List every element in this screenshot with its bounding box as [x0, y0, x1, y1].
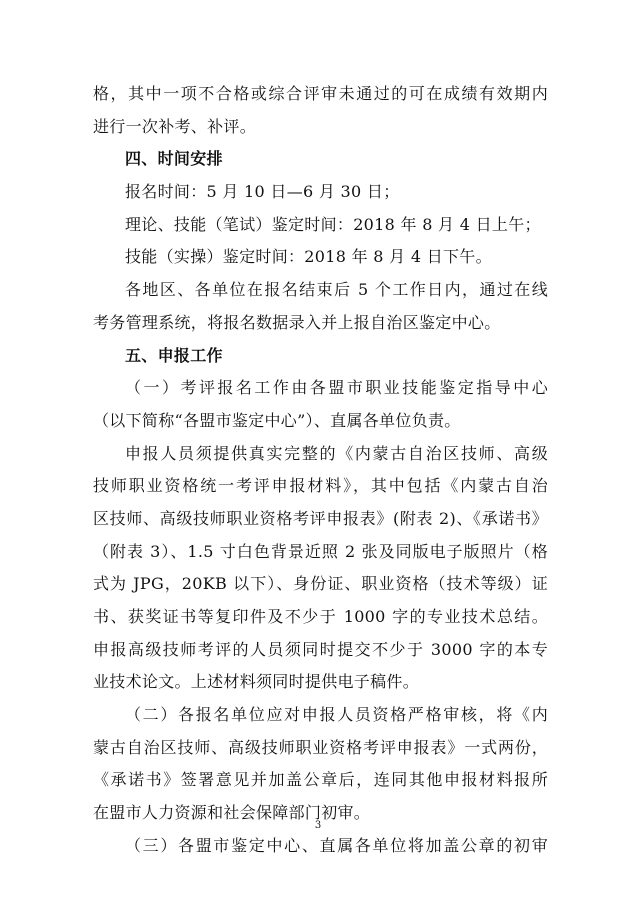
text-line: 技能（实操）鉴定时间：2018 年 8 月 4 日下午。 — [125, 247, 492, 267]
text-line: 技师职业资格统一考评申报材料》，其中包括《内蒙古自治 — [93, 476, 548, 496]
text-line: 书、获奖证书等复印件及不少于 1000 字的专业技术总结。 — [93, 607, 548, 626]
text-line: 业技术论文。上述材料须同时提供电子稿件。 — [93, 672, 420, 692]
text-line: 格，其中一项不合格或综合评审未通过的可在成绩有效期内 — [93, 84, 548, 103]
text-line: 进行一次补考、补评。 — [93, 116, 257, 136]
text-line: 在盟市人力资源和社会保障部门初审。 — [93, 803, 371, 823]
text-line: （二）各报名单位应对申报人员资格严格审核，将《内 — [125, 705, 548, 725]
text-line: （附表 3）、1.5 寸白色背景近照 2 张及同版电子版照片（格 — [93, 541, 548, 561]
text-line: 各地区、各单位在报名结束后 5 个工作日内，通过在线 — [125, 280, 548, 300]
text-line: 报名时间：5 月 10 日—6 月 30 日； — [125, 182, 400, 202]
text-line: （一）考评报名工作由各盟市职业技能鉴定指导中心 — [125, 378, 548, 398]
document-body — [93, 78, 548, 863]
text-line: 申报高级技师考评的人员须同时提交不少于 3000 字的本专 — [93, 639, 548, 659]
text-line: 式为 JPG，20KB 以下）、身份证、职业资格（技术等级）证 — [93, 574, 548, 594]
text-line: 考务管理系统，将报名数据录入并上报自治区鉴定中心。 — [93, 312, 501, 332]
text-line: 《承诺书》签署意见并加盖公章后，连同其他申报材料报所 — [93, 770, 548, 790]
text-line: 蒙古自治区技师、高级技师职业资格考评申报表》一式两份， — [93, 737, 548, 757]
text-line: （三）各盟市鉴定中心、直属各单位将加盖公章的初审 — [125, 835, 548, 855]
section-heading: 四、时间安排 — [125, 149, 223, 169]
text-line: 区技师、高级技师职业资格考评申报表》(附表 2)、《承诺书》 — [93, 508, 548, 528]
text-line: 申报人员须提供真实完整的《内蒙古自治区技师、高级 — [125, 443, 548, 463]
page-number: 3 — [314, 820, 322, 831]
text-line: （以下简称“各盟市鉴定中心”）、直属各单位负责。 — [93, 410, 461, 430]
section-heading: 五、申报工作 — [125, 345, 223, 365]
text-line: 理论、技能（笔试）鉴定时间：2018 年 8 月 4 日上午； — [125, 214, 541, 234]
